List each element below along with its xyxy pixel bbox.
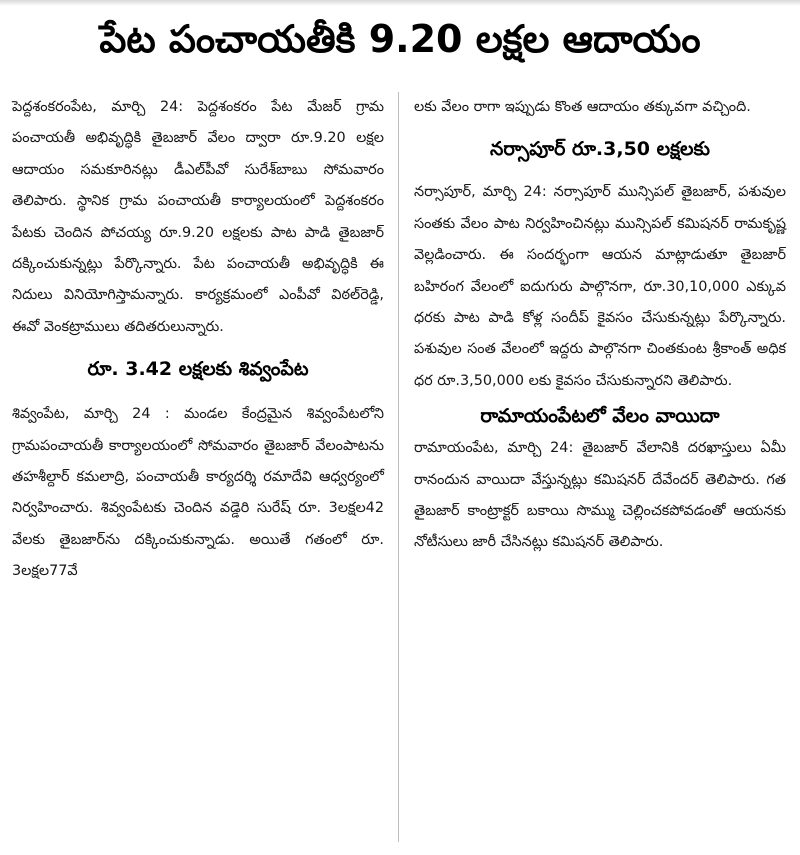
right-column: [410, 92, 790, 847]
column-divider: [398, 92, 399, 842]
page-title: పేట పంచాయతీకి 9.20 లక్షల ఆదాయం: [99, 17, 701, 61]
article-shivvampet-continuation: లకు వేలం రాగా ఇప్పుడు కొంత ఆదాయం తక్కువగా వచ్చింది.: [414, 99, 751, 115]
article-narsapur-text: నర్సాపూర్, మార్చి 24: నర్సాపూర్ మున్సిపల్ తైబజార్, పశువుల సంతకు వేలం పాట నిర్వహించినట్లు మున్సిపల్ కమిషనర్ రామకృష్ణ వెల్లడించారు. ఈ సందర్భంగా ఆయన మాట్లాడుతూ తైబజార్ బహిరంగ వేలంలో ఐదుగురు పాల్గొనగా, రూ.30,10,000 ఎక్కువ ధరకు పాట పాడి కోళ్ల సందీప్ కైవసం చేసుకున్నట్లు పేర్కొన్నారు. పశువుల సంత వేలంలో ఇద్దరు పాల్గొనగా చింతకుంట శ్రీకాంత్ అధిక ధర రూ.3,50,000 లకు కైవసం చేసుకున్నారని తెలిపారు.: [414, 184, 786, 389]
subheading-narsapur: నర్సాపూర్ రూ.3,50 లక్షలకు: [489, 138, 710, 161]
left-column: [8, 92, 388, 847]
article-peddashankarampet-text: పెద్దశంకరంపేట, మార్చి 24: పెద్దశంకరం పేట మేజర్ గ్రామ పంచాయతీ అభివృద్ధికి తైబజార్ వేలం ద్వారా రూ.9.20 లక్షల ఆదాయం సమకూరినట్లు డీఎల్‌పీవో సురేశ్‌బాబు సోమవారం తెలిపారు. స్థానిక గ్రామ పంచాయతీ కార్యాలయంలో పెద్దశంకరం పేటకు చెందిన పోచయ్య రూ.9.20 లక్షలకు పాట పాడి తైబజార్ దక్కించుకున్నట్లు పేర్కొన్నారు. పేట పంచాయతీ అభివృద్ధికి ఈ నిదులు వినియోగిస్తామన్నారు. కార్యక్రమంలో ఎంపీవో విఠల్‌రెడ్డి, ఈవో వెంకట్రాములు తదితరులున్నారు.: [12, 99, 384, 335]
subheading-shivvampet: రూ. 3.42 లక్షలకు శివ్వంపేట: [87, 358, 309, 381]
subheading-ramayampet: రామాయంపేటలో వేలం వాయిదా: [480, 405, 720, 428]
article-ramayampet-text: రామాయంపేట, మార్చి 24: తైబజార్ వేలానికి దరఖాస్తులు ఏమీ రానందున వాయిదా వేస్తున్నట్లు కమిషనర్ దేవేందర్ తెలిపారు. గత తైబజార్ కాంట్రాక్టర్ బకాయి సొమ్ము చెల్లించకపోవడంతో ఆయనకు నోటీసులు జారీ చేసినట్లు కమిషనర్ తెలిపారు.: [414, 440, 786, 551]
article-shivvampet-text: శివ్వంపేట, మార్చి 24 : మండల కేంద్రమైన శివ్వంపేటలోని గ్రామపంచాయతీ కార్యాలయంలో సోమవారం తైబజార్ వేలంపాటను తహశీల్దార్ కమలాద్రి, పంచాయతీ కార్యదర్శి రమాదేవి ఆధ్వర్యంలో నిర్వహించారు. శివ్వంపేటకు చెందిన వడ్డెరి సురేష్ రూ. 3లక్షల42 వేలకు తైబజార్‌ను దక్కించుకున్నాడు. అయితే గతంలో రూ. 3లక్షల77వే: [12, 406, 384, 580]
top-border-strip: [0, 0, 800, 6]
